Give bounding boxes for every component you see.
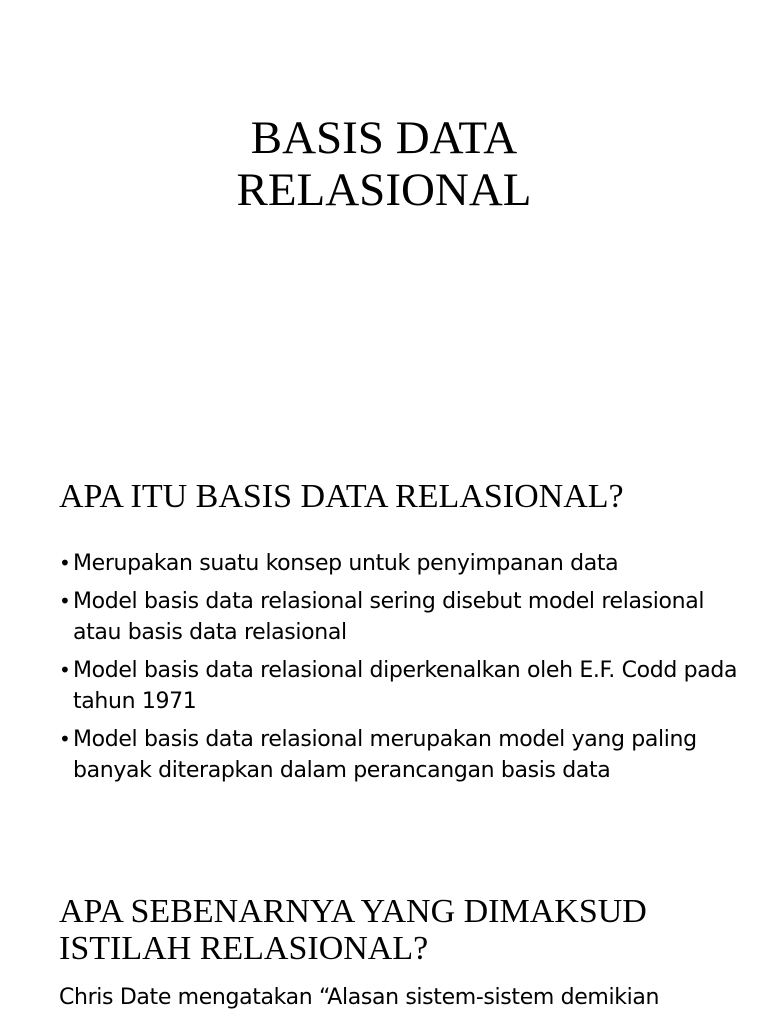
- bullet-icon: •: [59, 589, 71, 613]
- bullet-text: Merupakan suatu konsep untuk penyimpanan data: [73, 551, 619, 576]
- bullet-icon: •: [59, 551, 71, 575]
- slide-heading-line-1: APA SEBENARNYA YANG DIMAKSUD: [59, 893, 647, 930]
- slide-heading-line-2: ISTILAH RELASIONAL?: [59, 930, 429, 967]
- bullet-item: [59, 724, 739, 786]
- slide-istilah-relasional: [0, 860, 768, 1024]
- bullet-text: Model basis data relasional merupakan model yang paling banyak diterapkan dalam perancangan basis data: [73, 727, 697, 783]
- bullet-text: Model basis data relasional diperkenalkan oleh E.F. Codd pada tahun 1971: [73, 658, 738, 714]
- title-slide: [0, 0, 768, 440]
- bullet-item: [59, 548, 739, 579]
- bullet-list: [59, 548, 739, 793]
- bullet-icon: •: [59, 658, 71, 682]
- slide-paragraph: Chris Date mengatakan “Alasan sistem-sistem demikian: [59, 985, 660, 1010]
- slide-heading: APA ITU BASIS DATA RELASIONAL?: [59, 478, 624, 515]
- slide-title-line-1: BASIS DATA: [250, 112, 518, 164]
- slide-basis-data-relasional: [0, 440, 768, 860]
- slide-title-line-2: RELASIONAL: [236, 164, 532, 216]
- slide-title: [0, 112, 768, 216]
- slide-heading: [59, 893, 647, 967]
- bullet-item: [59, 586, 739, 648]
- bullet-icon: •: [59, 727, 71, 751]
- bullet-item: [59, 655, 739, 717]
- bullet-text: Model basis data relasional sering disebut model relasional atau basis data relasional: [73, 589, 705, 645]
